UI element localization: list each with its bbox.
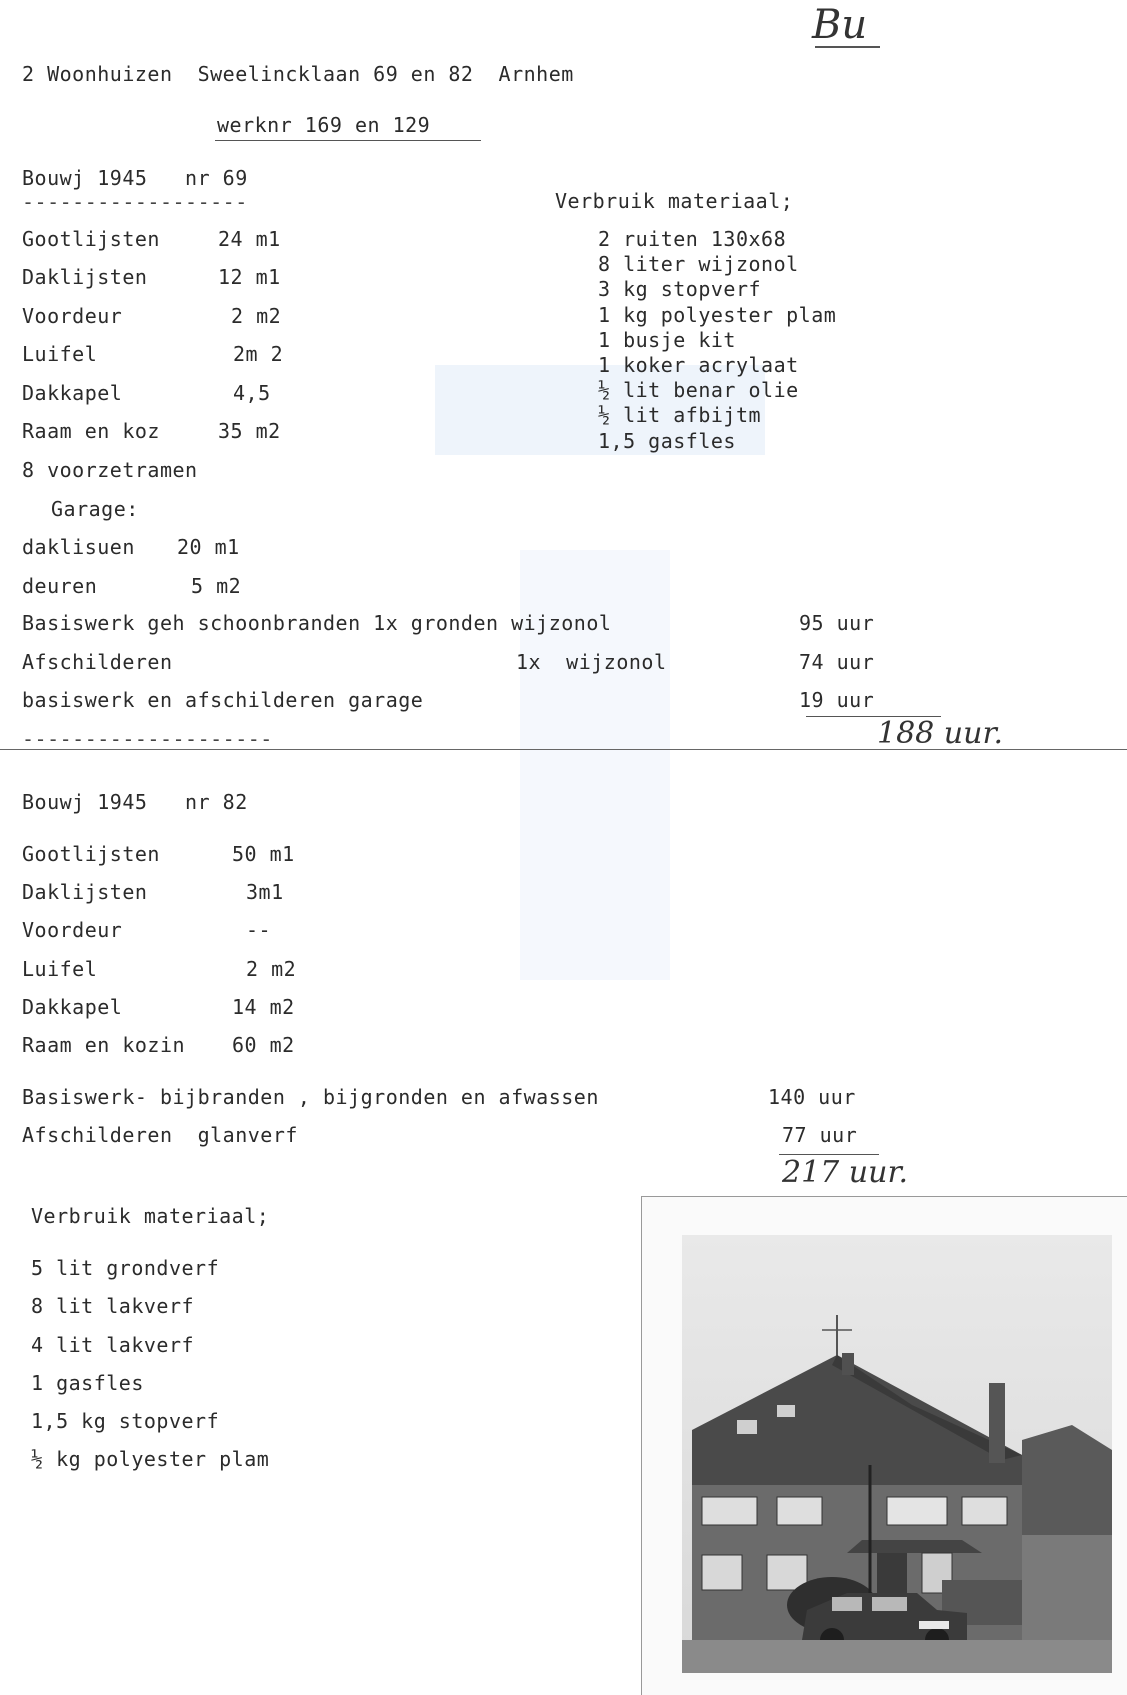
section-separator: [0, 749, 1127, 750]
material-item: 1,5 kg stopverf: [31, 1409, 220, 1433]
house69-item-value: 4,5: [233, 381, 271, 405]
work-description: Afschilderen glanverf: [22, 1123, 298, 1147]
house82-item-value: 3m1: [246, 880, 284, 904]
work-hours: 140 uur: [768, 1085, 856, 1109]
house69-end-dashes: --------------------: [22, 727, 273, 751]
house69-garage-title: Garage:: [51, 497, 139, 521]
house69-item-label: Voordeur: [22, 304, 123, 328]
work-description: basiswerk en afschilderen garage: [22, 688, 424, 712]
material-item: 5 lit grondverf: [31, 1256, 220, 1280]
house69-materials-title: Verbruik materiaal;: [555, 189, 794, 213]
garage-item-value: 5 m2: [191, 574, 242, 598]
work-description: Afschilderen: [22, 650, 173, 674]
house82-item-value: 2 m2: [246, 957, 297, 981]
work-description: Basiswerk geh schoonbranden 1x gronden wijzonol: [22, 611, 612, 635]
material-item: 2 ruiten 130x68: [598, 227, 787, 251]
house69-item-label: Daklijsten: [22, 265, 148, 289]
material-item: 3 kg stopverf: [598, 277, 762, 301]
house69-item-label: Dakkapel: [22, 381, 123, 405]
house69-item-value: 2m 2: [233, 342, 284, 366]
handwritten-total: 188 uur.: [877, 716, 1004, 751]
material-item: ½ lit afbijtm: [598, 403, 762, 427]
house82-item-value: 14 m2: [232, 995, 295, 1019]
house82-item-label: Dakkapel: [22, 995, 123, 1019]
house69-item-label: Luifel: [22, 342, 98, 366]
document-title: 2 Woonhuizen Sweelincklaan 69 en 82 Arnhem: [22, 62, 574, 86]
house69-dashes: ------------------: [22, 190, 248, 214]
work-description: Basiswerk- bijbranden , bijgronden en afwassen: [22, 1085, 599, 1109]
material-item: ½ kg polyester plam: [31, 1447, 270, 1471]
werknr-underline: [215, 140, 481, 141]
work-hours: 95 uur: [799, 611, 875, 635]
house69-item-value: 12 m1: [218, 265, 281, 289]
garage-item-label: deuren: [22, 574, 98, 598]
house82-item-value: 50 m1: [232, 842, 295, 866]
material-item: 1,5 gasfles: [598, 429, 736, 453]
house69-item-label: Gootlijsten: [22, 227, 160, 251]
handwritten-initials: Bu: [812, 2, 868, 48]
handwritten-total: 217 uur.: [782, 1155, 909, 1190]
house82-item-label: Raam en kozin: [22, 1033, 186, 1057]
garage-item-label: daklisuen: [22, 535, 135, 559]
house69-heading: Bouwj 1945 nr 69: [22, 166, 248, 190]
work-hours: 74 uur: [799, 650, 875, 674]
house82-item-value: 60 m2: [232, 1033, 295, 1057]
material-item: 1 busje kit: [598, 328, 736, 352]
work-hours: 19 uur: [799, 688, 875, 712]
house-photo: [682, 1235, 1112, 1673]
house69-item-value: 2 m2: [231, 304, 282, 328]
material-item: 8 lit lakverf: [31, 1294, 195, 1318]
material-item: 1 gasfles: [31, 1371, 144, 1395]
garage-item-value: 20 m1: [177, 535, 240, 559]
house82-item-label: Daklijsten: [22, 880, 148, 904]
material-item: 8 liter wijzonol: [598, 252, 799, 276]
house82-item-value: --: [246, 918, 272, 942]
material-item: 1 kg polyester plam: [598, 303, 837, 327]
material-item: ½ lit benar olie: [598, 378, 799, 402]
house69-item-value: 24 m1: [218, 227, 281, 251]
house82-item-label: Gootlijsten: [22, 842, 160, 866]
material-item: 1 koker acrylaat: [598, 353, 799, 377]
work-mid: 1x wijzonol: [516, 650, 667, 674]
work-hours: 77 uur: [782, 1123, 858, 1147]
house82-materials-title: Verbruik materiaal;: [31, 1204, 270, 1228]
house82-heading: Bouwj 1945 nr 82: [22, 790, 248, 814]
house69-item-label: Raam en koz: [22, 419, 160, 443]
house69-voorzetramen: 8 voorzetramen: [22, 458, 198, 482]
material-item: 4 lit lakverf: [31, 1333, 195, 1357]
werknr-line: werknr 169 en 129: [217, 113, 431, 137]
house69-item-value: 35 m2: [218, 419, 281, 443]
house82-item-label: Voordeur: [22, 918, 123, 942]
house82-item-label: Luifel: [22, 957, 98, 981]
initials-underline: [815, 46, 880, 48]
